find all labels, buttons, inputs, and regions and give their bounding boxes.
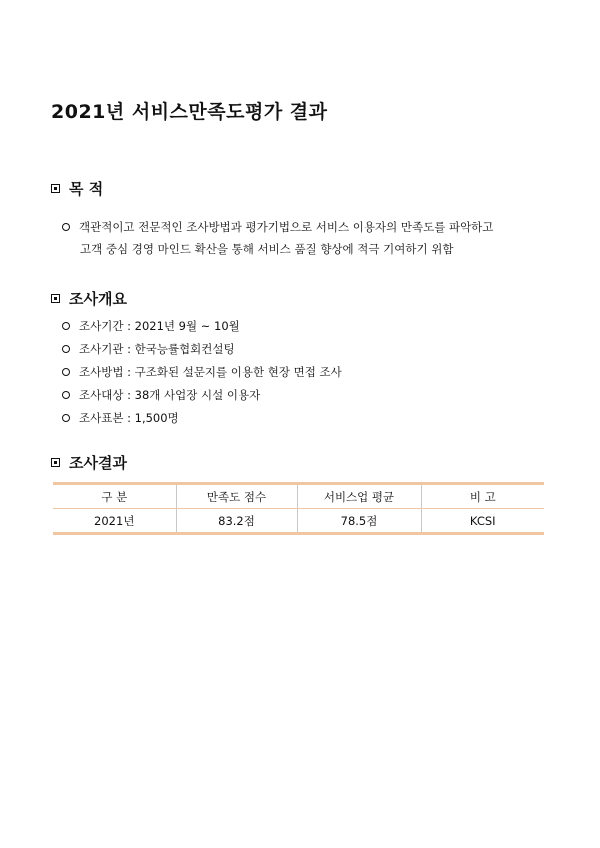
circle-bullet-icon bbox=[62, 223, 70, 231]
cell-year: 2021년 bbox=[94, 513, 135, 528]
table-header-row bbox=[53, 484, 544, 509]
circle-bullet-icon bbox=[62, 414, 70, 422]
section-heading-overview bbox=[51, 288, 127, 309]
section-heading-results bbox=[51, 452, 127, 473]
circle-bullet-icon bbox=[62, 322, 70, 330]
section-heading-label: 조사개요 bbox=[69, 290, 127, 308]
column-header-remarks: 비 고 bbox=[421, 484, 544, 509]
table-row bbox=[53, 509, 544, 534]
section-heading-purpose bbox=[51, 178, 103, 199]
overview-item-label: 조사기관 : 한국능률협회컨설팅 bbox=[79, 342, 235, 356]
overview-item-period bbox=[62, 319, 240, 333]
purpose-line-2: 고객 중심 경영 마인드 확산을 통해 서비스 품질 향상에 적극 기여하기 위함 bbox=[80, 242, 454, 256]
page-title: 2021년 서비스만족도평가 결과 bbox=[51, 101, 328, 123]
purpose-item bbox=[62, 220, 493, 234]
overview-item-label: 조사방법 : 구조화된 설문지를 이용한 현장 면접 조사 bbox=[79, 365, 342, 379]
column-header-category: 구 분 bbox=[53, 484, 176, 509]
circle-bullet-icon bbox=[62, 345, 70, 353]
cell-remarks: KCSI bbox=[421, 509, 544, 534]
section-heading-label: 조사결과 bbox=[69, 454, 127, 472]
section-heading-label: 목 적 bbox=[69, 180, 104, 198]
overview-item-method bbox=[62, 365, 342, 379]
square-bullet-icon bbox=[51, 458, 60, 467]
cell-industry-average: 78.5점 bbox=[297, 509, 421, 534]
square-bullet-icon bbox=[51, 184, 60, 193]
overview-item-label: 조사표본 : 1,500명 bbox=[79, 411, 179, 425]
purpose-line-1: 객관적이고 전문적인 조사방법과 평가기법으로 서비스 이용자의 만족도를 파악하고 bbox=[79, 220, 494, 234]
overview-item-label: 조사기간 : 2021년 9월 ~ 10월 bbox=[79, 319, 240, 333]
column-header-score: 만족도 점수 bbox=[176, 484, 297, 509]
column-header-industry-average: 서비스업 평균 bbox=[297, 484, 421, 509]
circle-bullet-icon bbox=[62, 391, 70, 399]
square-bullet-icon bbox=[51, 294, 60, 303]
overview-item-target bbox=[62, 388, 260, 402]
circle-bullet-icon bbox=[62, 368, 70, 376]
cell-score: 83.2점 bbox=[176, 509, 297, 534]
overview-item-label: 조사대상 : 38개 사업장 시설 이용자 bbox=[79, 388, 261, 402]
overview-item-sample bbox=[62, 411, 179, 425]
overview-item-agency bbox=[62, 342, 235, 356]
results-table bbox=[53, 482, 544, 535]
